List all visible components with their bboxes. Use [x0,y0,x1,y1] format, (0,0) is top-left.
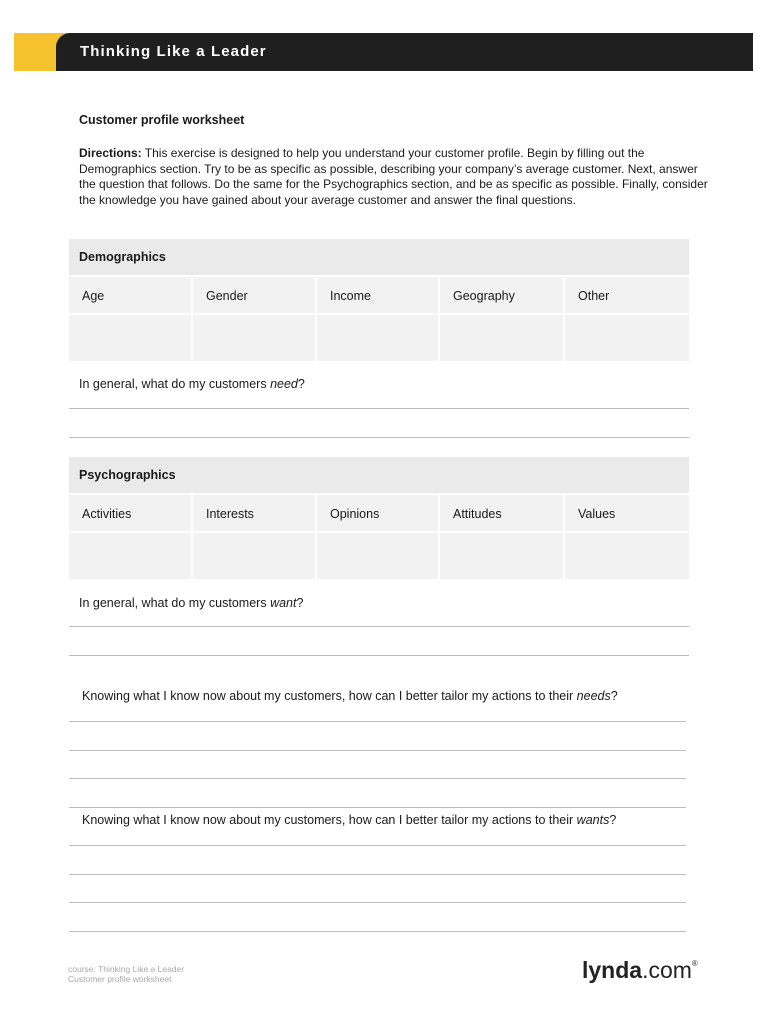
course-title: Thinking Like a Leader [80,43,267,60]
directions-label: Directions: [79,146,142,160]
demographics-answer-row [69,315,689,361]
tailor-wants-line-4[interactable] [69,931,686,932]
demographics-answer-age[interactable] [69,315,193,361]
tailor-wants-emphasis: wants [576,813,610,827]
directions-line-2: Demographics section. Try to be as specific as possible, describing your company’s average customer. Next, answer [79,161,698,176]
directions-line-4: the knowledge you have gained about your average customer and answer the final questions. [79,192,576,207]
tailor-needs-line-4[interactable] [69,807,686,808]
psychographics-answer-opinions[interactable] [317,533,440,579]
needs-answer-line-1[interactable] [69,408,689,409]
tailor-needs-line-3[interactable] [69,778,686,779]
psychographics-answer-activities[interactable] [69,533,193,579]
tailor-needs-emphasis: needs [576,689,611,703]
directions-text [79,146,744,208]
logo-registered-mark: ® [691,959,698,968]
demographics-answer-gender[interactable] [193,315,317,361]
wants-answer-line-2[interactable] [69,655,689,656]
footer-course-label: course: [68,964,99,974]
tailor-wants-line-3[interactable] [69,902,686,903]
tailor-wants-question: Knowing what I know now about my customers, how can I better tailor my actions to their wants? [82,813,617,827]
demographics-answer-other[interactable] [565,315,689,361]
psychographics-col-activities: Activities [69,495,193,531]
lynda-logo [582,957,698,984]
footer-course-info [68,964,184,984]
demographics-heading-bar [69,239,689,275]
psychographics-col-attitudes: Attitudes [440,495,565,531]
demographics-col-age: Age [69,277,193,313]
directions-line-1: This exercise is designed to help you understand your customer profile. Begin by filling out the [141,146,645,160]
demographics-col-geography: Geography [440,277,565,313]
psychographics-heading-bar [69,457,689,493]
demographics-answer-geography[interactable] [440,315,565,361]
header-banner [56,33,753,71]
tailor-wants-line-1[interactable] [69,845,686,846]
demographics-answer-income[interactable] [317,315,440,361]
psychographics-col-interests: Interests [193,495,317,531]
tailor-needs-line-1[interactable] [69,721,686,722]
psychographics-col-opinions: Opinions [317,495,440,531]
demographics-heading: Demographics [79,250,166,264]
wants-question: In general, what do my customers want? [79,596,304,610]
worksheet-title: Customer profile worksheet [79,113,245,127]
psychographics-answer-values[interactable] [565,533,689,579]
tailor-needs-line-2[interactable] [69,750,686,751]
needs-question: In general, what do my customers need? [79,377,305,391]
wants-answer-line-1[interactable] [69,626,689,627]
logo-bold: lynda [582,957,643,983]
tailor-needs-question: Knowing what I know now about my customers, how can I better tailor my actions to their needs? [82,689,618,703]
tailor-wants-line-2[interactable] [69,874,686,875]
needs-answer-line-2[interactable] [69,437,689,438]
footer-course-name: Thinking Like a Leader [98,964,185,974]
footer-doc-name: Customer profile worksheet [68,974,172,984]
psychographics-answer-attitudes[interactable] [440,533,565,579]
demographics-col-other: Other [565,277,689,313]
psychographics-heading: Psychographics [79,468,176,482]
demographics-col-gender: Gender [193,277,317,313]
directions-line-3: the question that follows. Do the same for the Psychographics section, and be as specific as possible. Finally, consider [79,177,708,191]
logo-suffix: .com [642,957,692,983]
psychographics-answer-row [69,533,689,579]
needs-question-emphasis: need [270,377,298,391]
psychographics-header-row [69,495,689,531]
demographics-col-income: Income [317,277,440,313]
wants-question-emphasis: want [270,596,297,610]
demographics-header-row [69,277,689,313]
psychographics-col-values: Values [565,495,689,531]
psychographics-answer-interests[interactable] [193,533,317,579]
